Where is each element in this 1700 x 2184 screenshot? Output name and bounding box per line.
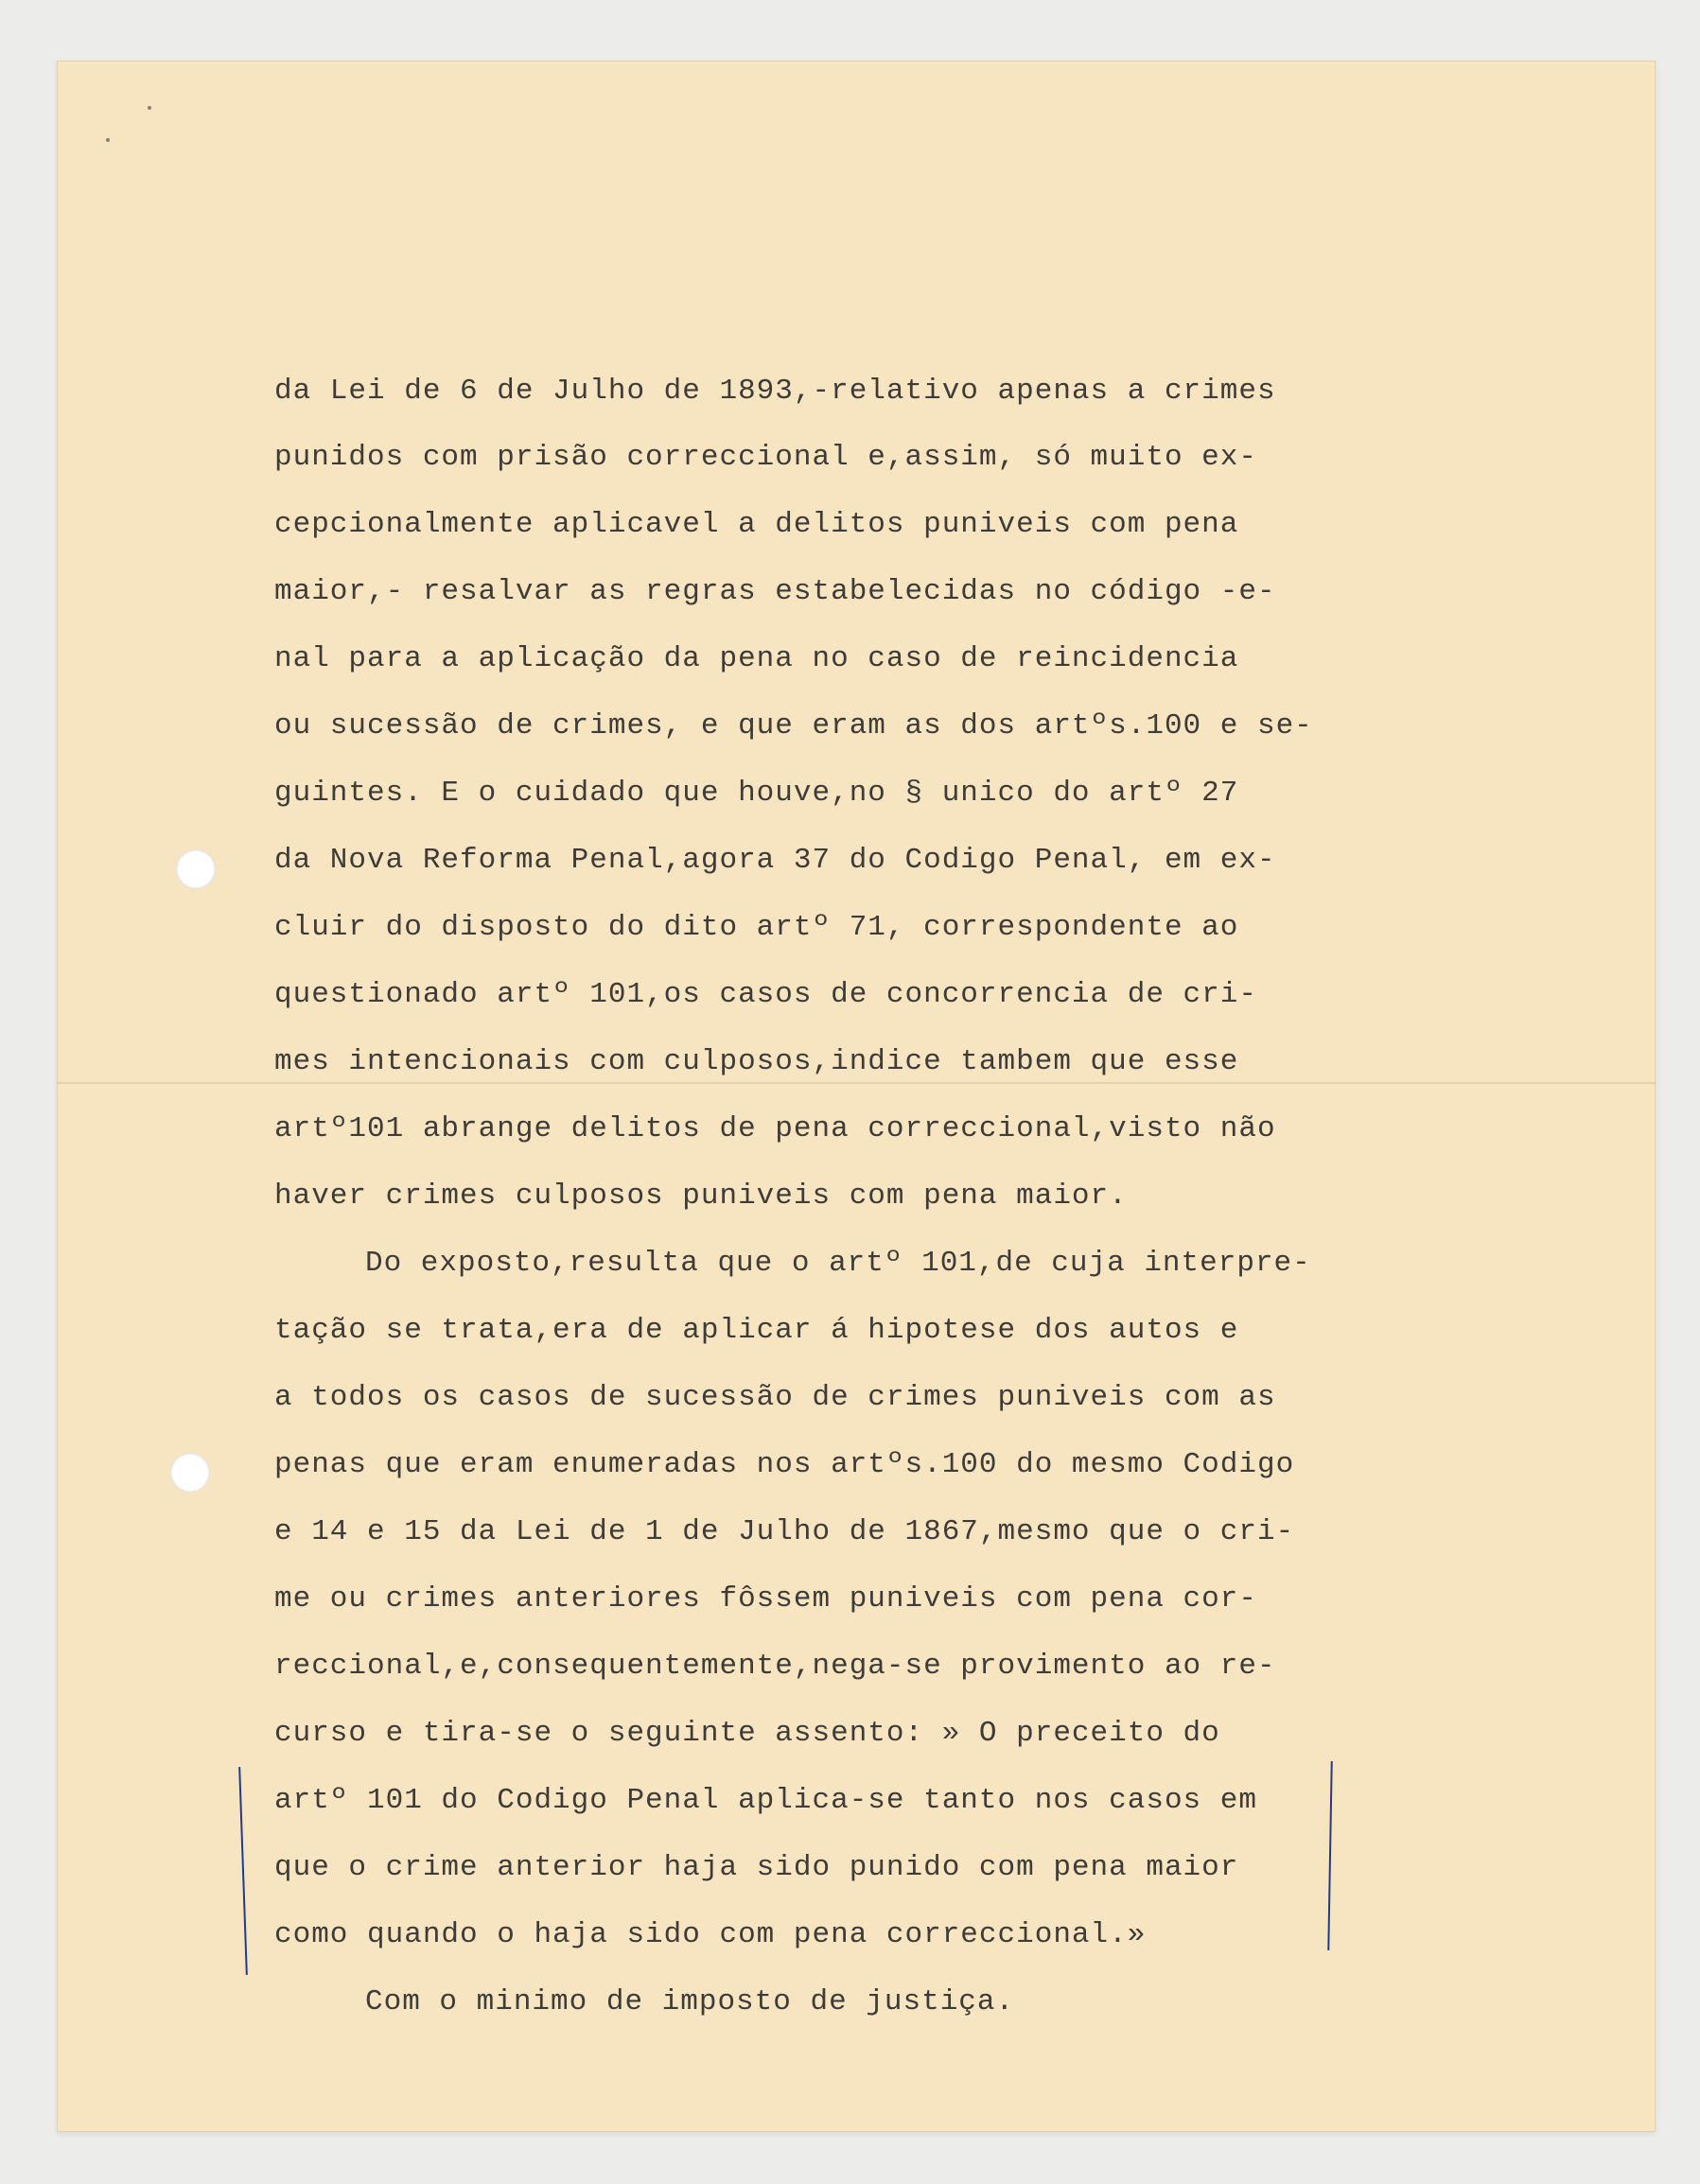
text-line: reccional,e,consequentemente,nega-se provimento ao re- [274, 1650, 1276, 1683]
text-line: artº101 abrange delitos de pena correccional,visto não [274, 1112, 1276, 1145]
fold-line [57, 1082, 1656, 1084]
text-line: guintes. E o cuidado que houve,no § unico do artº 27 [274, 777, 1239, 810]
text-line: Do exposto,resulta que o artº 101,de cuja interpre- [365, 1247, 1311, 1280]
text-line: ou sucessão de crimes, e que eram as dos artºs.100 e se- [274, 709, 1313, 743]
punch-hole [170, 1453, 210, 1493]
text-line: punidos com prisão correccional e,assim, só muito ex- [274, 441, 1257, 474]
text-line: penas que eram enumeradas nos artºs.100 do mesmo Codigo [274, 1448, 1295, 1481]
text-line: artº 101 do Codigo Penal aplica-se tanto nos casos em [274, 1784, 1257, 1817]
punch-hole [176, 849, 216, 889]
text-line: cluir do disposto do dito artº 71, correspondente ao [274, 911, 1239, 944]
text-line: curso e tira-se o seguinte assento: » O preceito do [274, 1717, 1220, 1750]
text-line: nal para a aplicação da pena no caso de reincidencia [274, 642, 1239, 675]
text-line: mes intencionais com culposos,indice tambem que esse [274, 1045, 1239, 1078]
text-line: tação se trata,era de aplicar á hipotese dos autos e [274, 1314, 1239, 1347]
text-line: maior,- resalvar as regras estabelecidas no código -e- [274, 575, 1276, 608]
text-line: Com o minimo de imposto de justiça. [365, 1985, 1015, 2018]
text-line: da Nova Reforma Penal,agora 37 do Codigo Penal, em ex- [274, 844, 1276, 877]
text-line: que o crime anterior haja sido punido com pena maior [274, 1851, 1239, 1884]
text-line: como quando o haja sido com pena correccional.» [274, 1918, 1147, 1951]
text-line: e 14 e 15 da Lei de 1 de Julho de 1867,mesmo que o cri- [274, 1515, 1295, 1548]
text-line: questionado artº 101,os casos de concorrencia de cri- [274, 978, 1257, 1011]
text-line: da Lei de 6 de Julho de 1893,-relativo apenas a crimes [274, 375, 1276, 408]
text-line: a todos os casos de sucessão de crimes puniveis com as [274, 1381, 1276, 1414]
paper-speck [148, 106, 151, 110]
text-line: me ou crimes anteriores fôssem puniveis com pena cor- [274, 1582, 1257, 1616]
text-line: haver crimes culposos puniveis com pena maior. [274, 1179, 1128, 1213]
paper-speck [106, 138, 110, 142]
document-page [57, 61, 1656, 2132]
text-line: cepcionalmente aplicavel a delitos puniveis com pena [274, 508, 1239, 541]
